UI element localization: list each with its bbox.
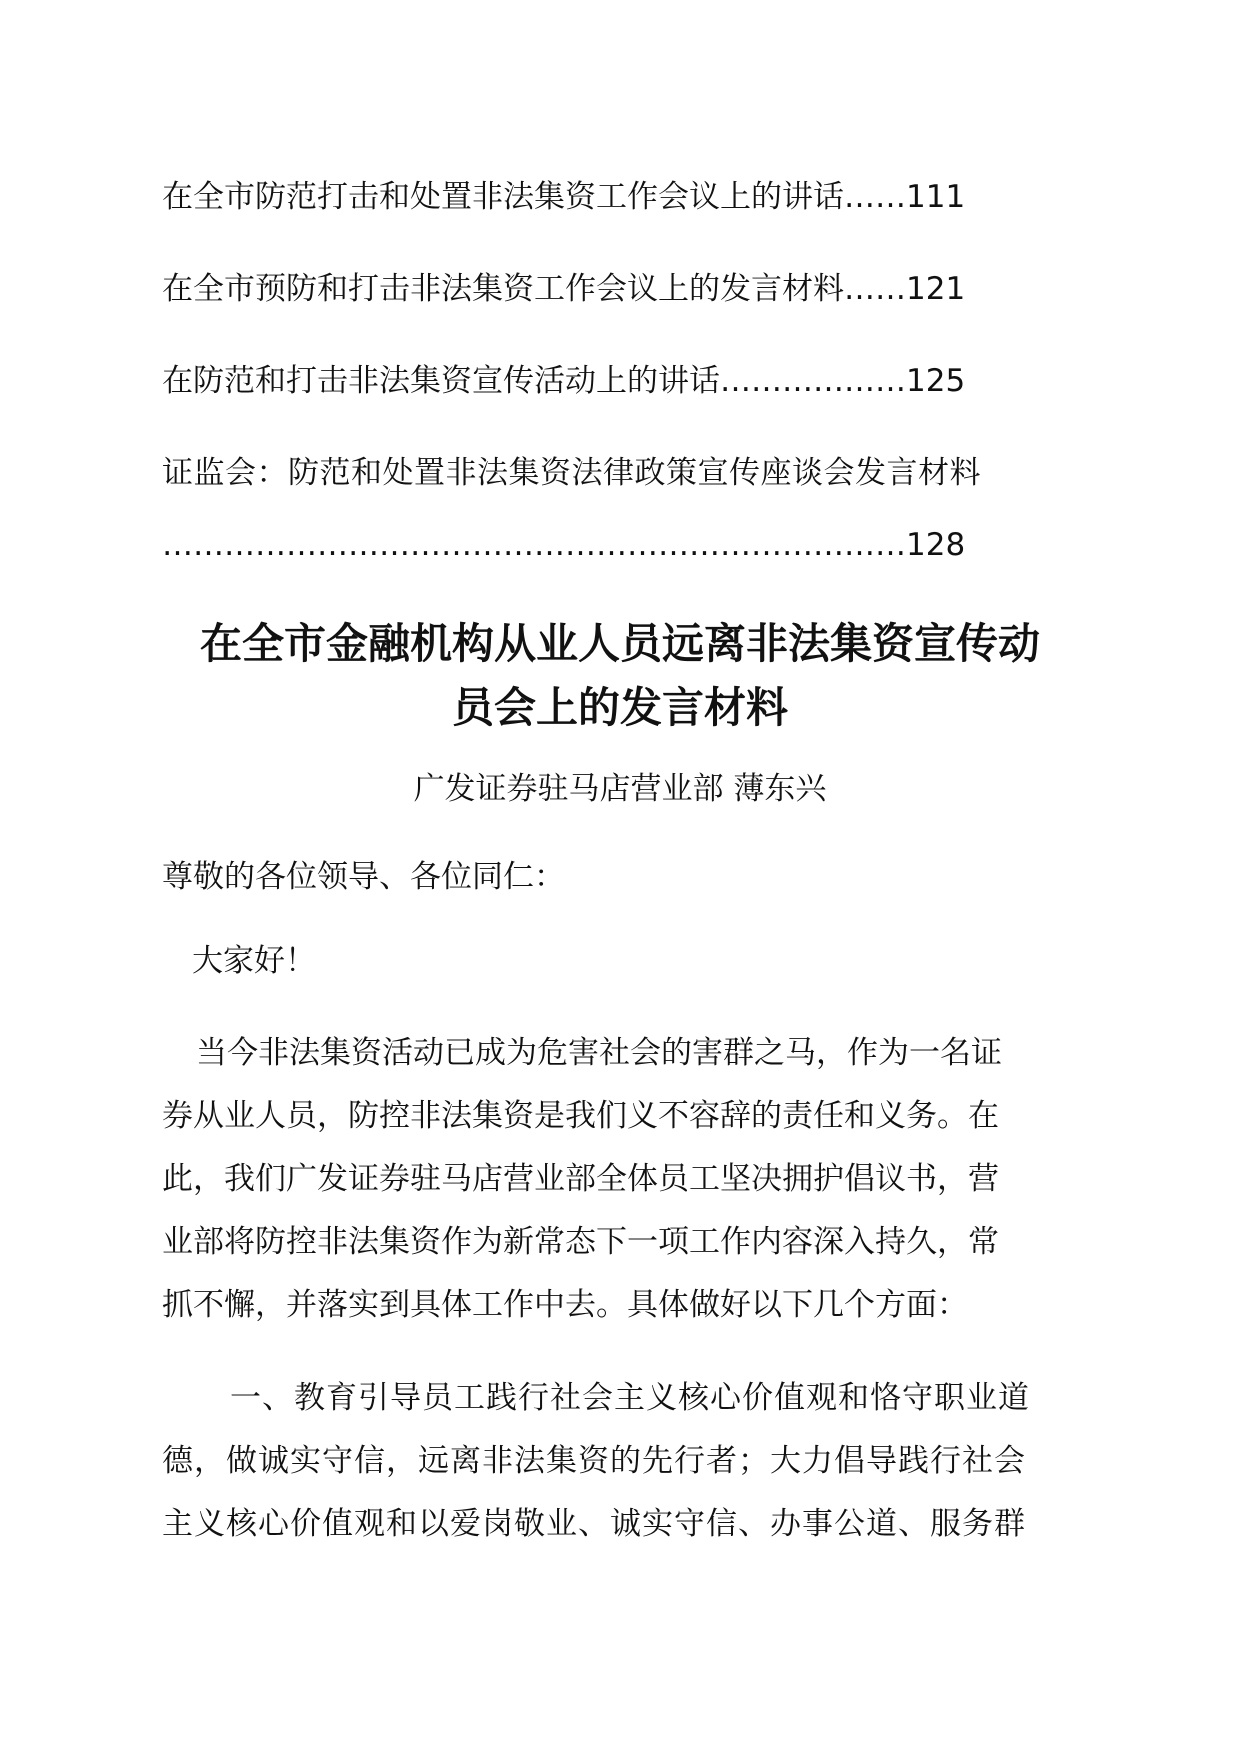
paragraph-line: 主义核心价值观和以爱岗敬业、诚实守信、办事公道、服务群 bbox=[162, 1506, 1026, 1542]
paragraph-line: 抓不懈，并落实到具体工作中去。具体做好以下几个方面： bbox=[162, 1287, 968, 1323]
toc-entry-leader: …… bbox=[844, 179, 906, 215]
salutation: 尊敬的各位领导、各位同仁： bbox=[162, 859, 565, 895]
toc-entry-leader: …… bbox=[844, 271, 906, 307]
toc-entry-leader: ……………………………………………………………… bbox=[162, 527, 906, 563]
page-title-line-1: 在全市金融机构从业人员远离非法集资宣传动 bbox=[199, 619, 1040, 668]
toc-entry-page: 111 bbox=[906, 179, 966, 215]
page-title-line-2: 员会上的发言材料 bbox=[451, 683, 788, 732]
toc-entry bbox=[162, 177, 1022, 217]
toc-entry-page: 128 bbox=[906, 527, 966, 563]
paragraph-line: 德，做诚实守信，远离非法集资的先行者；大力倡导践行社会 bbox=[162, 1443, 1026, 1479]
toc-entry-page: 125 bbox=[906, 363, 966, 399]
paragraph-line: 券从业人员，防控非法集资是我们义不容辞的责任和义务。在 bbox=[162, 1098, 999, 1134]
toc-entry-title: 在防范和打击非法集资宣传活动上的讲话 bbox=[162, 363, 720, 399]
greeting: 大家好！ bbox=[192, 943, 316, 979]
toc-entry-title: 在全市预防和打击非法集资工作会议上的发言材料 bbox=[162, 271, 844, 307]
toc-entry-leader: ……………… bbox=[720, 363, 906, 399]
paragraph-line: 业部将防控非法集资作为新常态下一项工作内容深入持久，常 bbox=[162, 1224, 999, 1260]
toc-entry bbox=[162, 453, 1090, 493]
toc-entry-continuation bbox=[162, 525, 1022, 565]
toc-entry bbox=[162, 269, 1022, 309]
toc-entry-page: 121 bbox=[906, 271, 966, 307]
author-line: 广发证券驻马店营业部 薄东兴 bbox=[413, 771, 827, 807]
paragraph-line: 此，我们广发证券驻马店营业部全体员工坚决拥护倡议书，营 bbox=[162, 1161, 999, 1197]
toc-entry bbox=[162, 361, 1022, 401]
paragraph-line: 一、教育引导员工践行社会主义核心价值观和恪守职业道 bbox=[230, 1380, 1030, 1416]
toc-entry-title: 证监会：防范和处置非法集资法律政策宣传座谈会发言材料 bbox=[162, 455, 981, 491]
paragraph-line: 当今非法集资活动已成为危害社会的害群之马，作为一名证 bbox=[196, 1035, 1002, 1071]
toc-entry-title: 在全市防范打击和处置非法集资工作会议上的讲话 bbox=[162, 179, 844, 215]
